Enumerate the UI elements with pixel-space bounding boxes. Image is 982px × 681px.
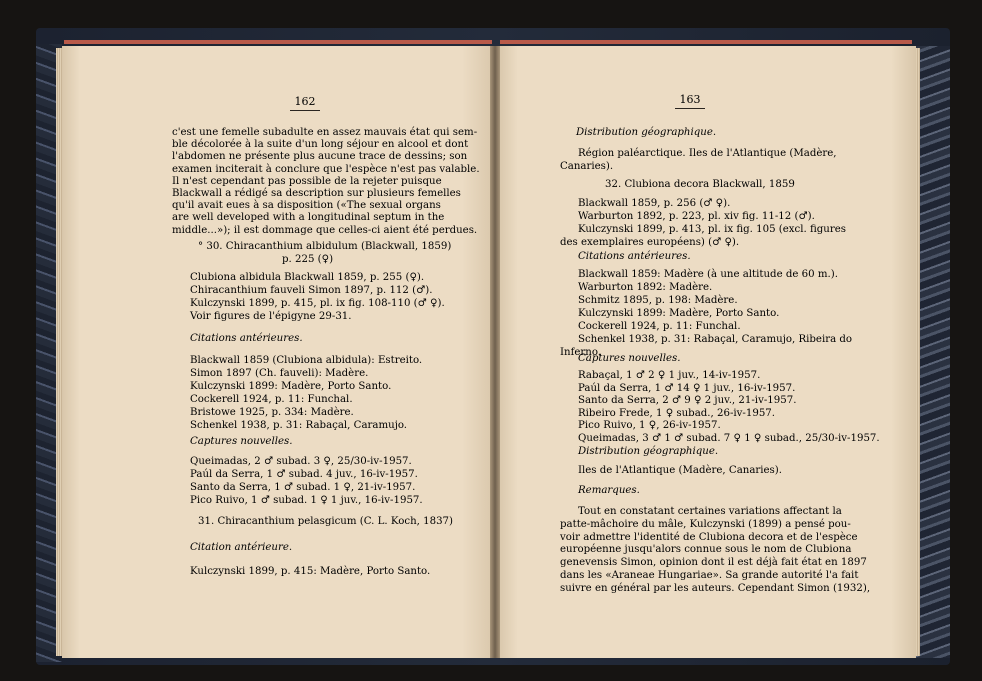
page-number-right: 163	[679, 93, 701, 106]
text-line: Cockerell 1924, p. 11: Funchal.	[578, 321, 741, 332]
text-line: Kulczynski 1899, p. 415, pl. ix fig. 108-110 (♂ ♀).	[190, 298, 445, 309]
page-top-edge-right	[500, 40, 912, 44]
text-line: middle...»); il est dommage que celles-ci aient été perdues.	[172, 224, 478, 236]
text-line: Bristowe 1925, p. 334: Madère.	[190, 407, 354, 418]
text-line: Voir figures de l'épigyne 29-31.	[190, 311, 352, 322]
text-line: Blackwall 1859, p. 256 (♂ ♀).	[578, 198, 731, 209]
text-line: voir admettre l'identité de Clubiona decora et de l'espèce	[560, 531, 858, 543]
text-line: Blackwall 1859 (Clubiona albidula): Estreito.	[190, 355, 423, 366]
text-line: Inferno.	[560, 347, 602, 358]
text-line: dans les «Araneae Hungariae». Sa grande autorité l'a fait	[560, 570, 859, 581]
text-line: Pico Ruivo, 1 ♀, 26-iv-1957.	[578, 420, 721, 432]
text-line: Santo da Serra, 2 ♂ 9 ♀ 2 juv., 21-iv-1957.	[578, 395, 797, 407]
text-line: Kulczynski 1899, p. 415: Madère, Porto Santo.	[190, 566, 431, 577]
text-line: Chiracanthium fauveli Simon 1897, p. 112 (♂).	[190, 285, 433, 296]
text-line: Blackwall a rédigé sa description sur plusieurs femelles	[172, 188, 461, 199]
page-number-rule-left	[290, 110, 320, 111]
text-line: Captures nouvelles.	[578, 353, 681, 364]
text-line: Warburton 1892, p. 223, pl. xiv fig. 11-12 (♂).	[578, 211, 815, 222]
text-line: Ribeiro Frede, 1 ♀ subad., 26-iv-1957.	[578, 407, 776, 419]
text-line: Kulczynski 1899: Madère, Porto Santo.	[190, 381, 392, 392]
text-line: Rabaçal, 1 ♂ 2 ♀ 1 juv., 14-iv-1957.	[578, 370, 761, 381]
page-number-rule-right	[675, 108, 705, 109]
text-line: Kulczynski 1899, p. 413, pl. ix fig. 105 (excl. figures	[578, 224, 846, 235]
book-gutter	[490, 46, 500, 658]
text-line: Tout en constatant certaines variations affectant la	[578, 506, 842, 517]
text-line: Canaries).	[560, 161, 614, 172]
text-line: patte-mâchoire du mâle, Kulczynski (1899) a pensé pou-	[560, 518, 851, 530]
text-line: genevensis Simon, opinion dont il est déjà fait état en 1897	[560, 557, 867, 569]
text-line: des exemplaires européens) (♂ ♀).	[560, 237, 740, 248]
text-line: qu'il avait eues à sa disposition («The sexual organs	[172, 200, 441, 212]
text-line: européenne jusqu'alors connue sous le nom de Clubiona	[560, 544, 852, 556]
text-line: Queimadas, 3 ♂ 1 ♂ subad. 7 ♀ 1 ♀ subad., 25/30-iv-1957.	[578, 433, 880, 444]
text-line: Santo da Serra, 1 ♂ subad. 1 ♀, 21-iv-1957.	[190, 482, 416, 493]
text-line: Pico Ruivo, 1 ♂ subad. 1 ♀ 1 juv., 16-iv-1957.	[190, 495, 423, 506]
text-line: Il n'est cependant pas possible de la rejeter puisque	[172, 175, 442, 187]
text-line: Citations antérieures.	[578, 251, 691, 262]
text-line: Schmitz 1895, p. 198: Madère.	[578, 295, 738, 306]
text-line: Simon 1897 (Ch. fauveli): Madère.	[190, 368, 369, 379]
text-line: Blackwall 1859: Madère (à une altitude de 60 m.).	[578, 269, 838, 280]
text-line: Citation antérieure.	[190, 542, 293, 553]
text-line: examen inciterait à conclure que l'espèce n'est pas valable.	[172, 163, 480, 175]
text-line: Clubiona albidula Blackwall 1859, p. 255 (♀).	[190, 272, 425, 283]
text-line: Distribution géographique.	[578, 446, 719, 457]
text-line: Remarques.	[578, 485, 640, 496]
text-line: Warburton 1892: Madère.	[578, 282, 713, 293]
text-line: c'est une femelle subadulte en assez mauvais état qui sem-	[172, 127, 478, 138]
text-line: Distribution géographique.	[576, 127, 717, 138]
text-line: Schenkel 1938, p. 31: Rabaçal, Caramujo.	[190, 420, 408, 431]
text-line: ble décolorée à la suite d'un long séjour en alcool et dont	[172, 139, 469, 151]
text-line: suivre en général par les auteurs. Cependant Simon (1932),	[560, 582, 871, 594]
text-line: Citations antérieures.	[190, 333, 303, 344]
text-line: Cockerell 1924, p. 11: Funchal.	[190, 394, 353, 405]
text-line: Captures nouvelles.	[190, 436, 293, 447]
text-line: Paúl da Serra, 1 ♂ subad. 4 juv., 16-iv-1957.	[190, 469, 418, 480]
text-line: are well developed with a longitudinal septum in the	[172, 212, 445, 224]
text-line: l'abdomen ne présente plus aucune trace de dessins; son	[172, 151, 468, 163]
text-line: Schenkel 1938, p. 31: Rabaçal, Caramujo, Ribeira do	[578, 334, 853, 345]
text-line: 31. Chiracanthium pelasgicum (C. L. Koch, 1837)	[198, 516, 454, 527]
text-line: Queimadas, 2 ♂ subad. 3 ♀, 25/30-iv-1957.	[190, 456, 412, 467]
page-number-left: 162	[294, 95, 316, 108]
text-line: Région paléarctique. Iles de l'Atlantique (Madère,	[578, 148, 837, 159]
text-line: Kulczynski 1899: Madère, Porto Santo.	[578, 308, 780, 319]
text-line: 32. Clubiona decora Blackwall, 1859	[605, 179, 795, 190]
text-line: Iles de l'Atlantique (Madère, Canaries).	[578, 465, 782, 476]
text-line: Paúl da Serra, 1 ♂ 14 ♀ 1 juv., 16-iv-1957.	[578, 382, 796, 394]
page-top-edge-left	[64, 40, 492, 44]
text-line: p. 225 (♀)	[282, 254, 334, 265]
text-line: ° 30. Chiracanthium albidulum (Blackwall, 1859)	[198, 241, 452, 252]
